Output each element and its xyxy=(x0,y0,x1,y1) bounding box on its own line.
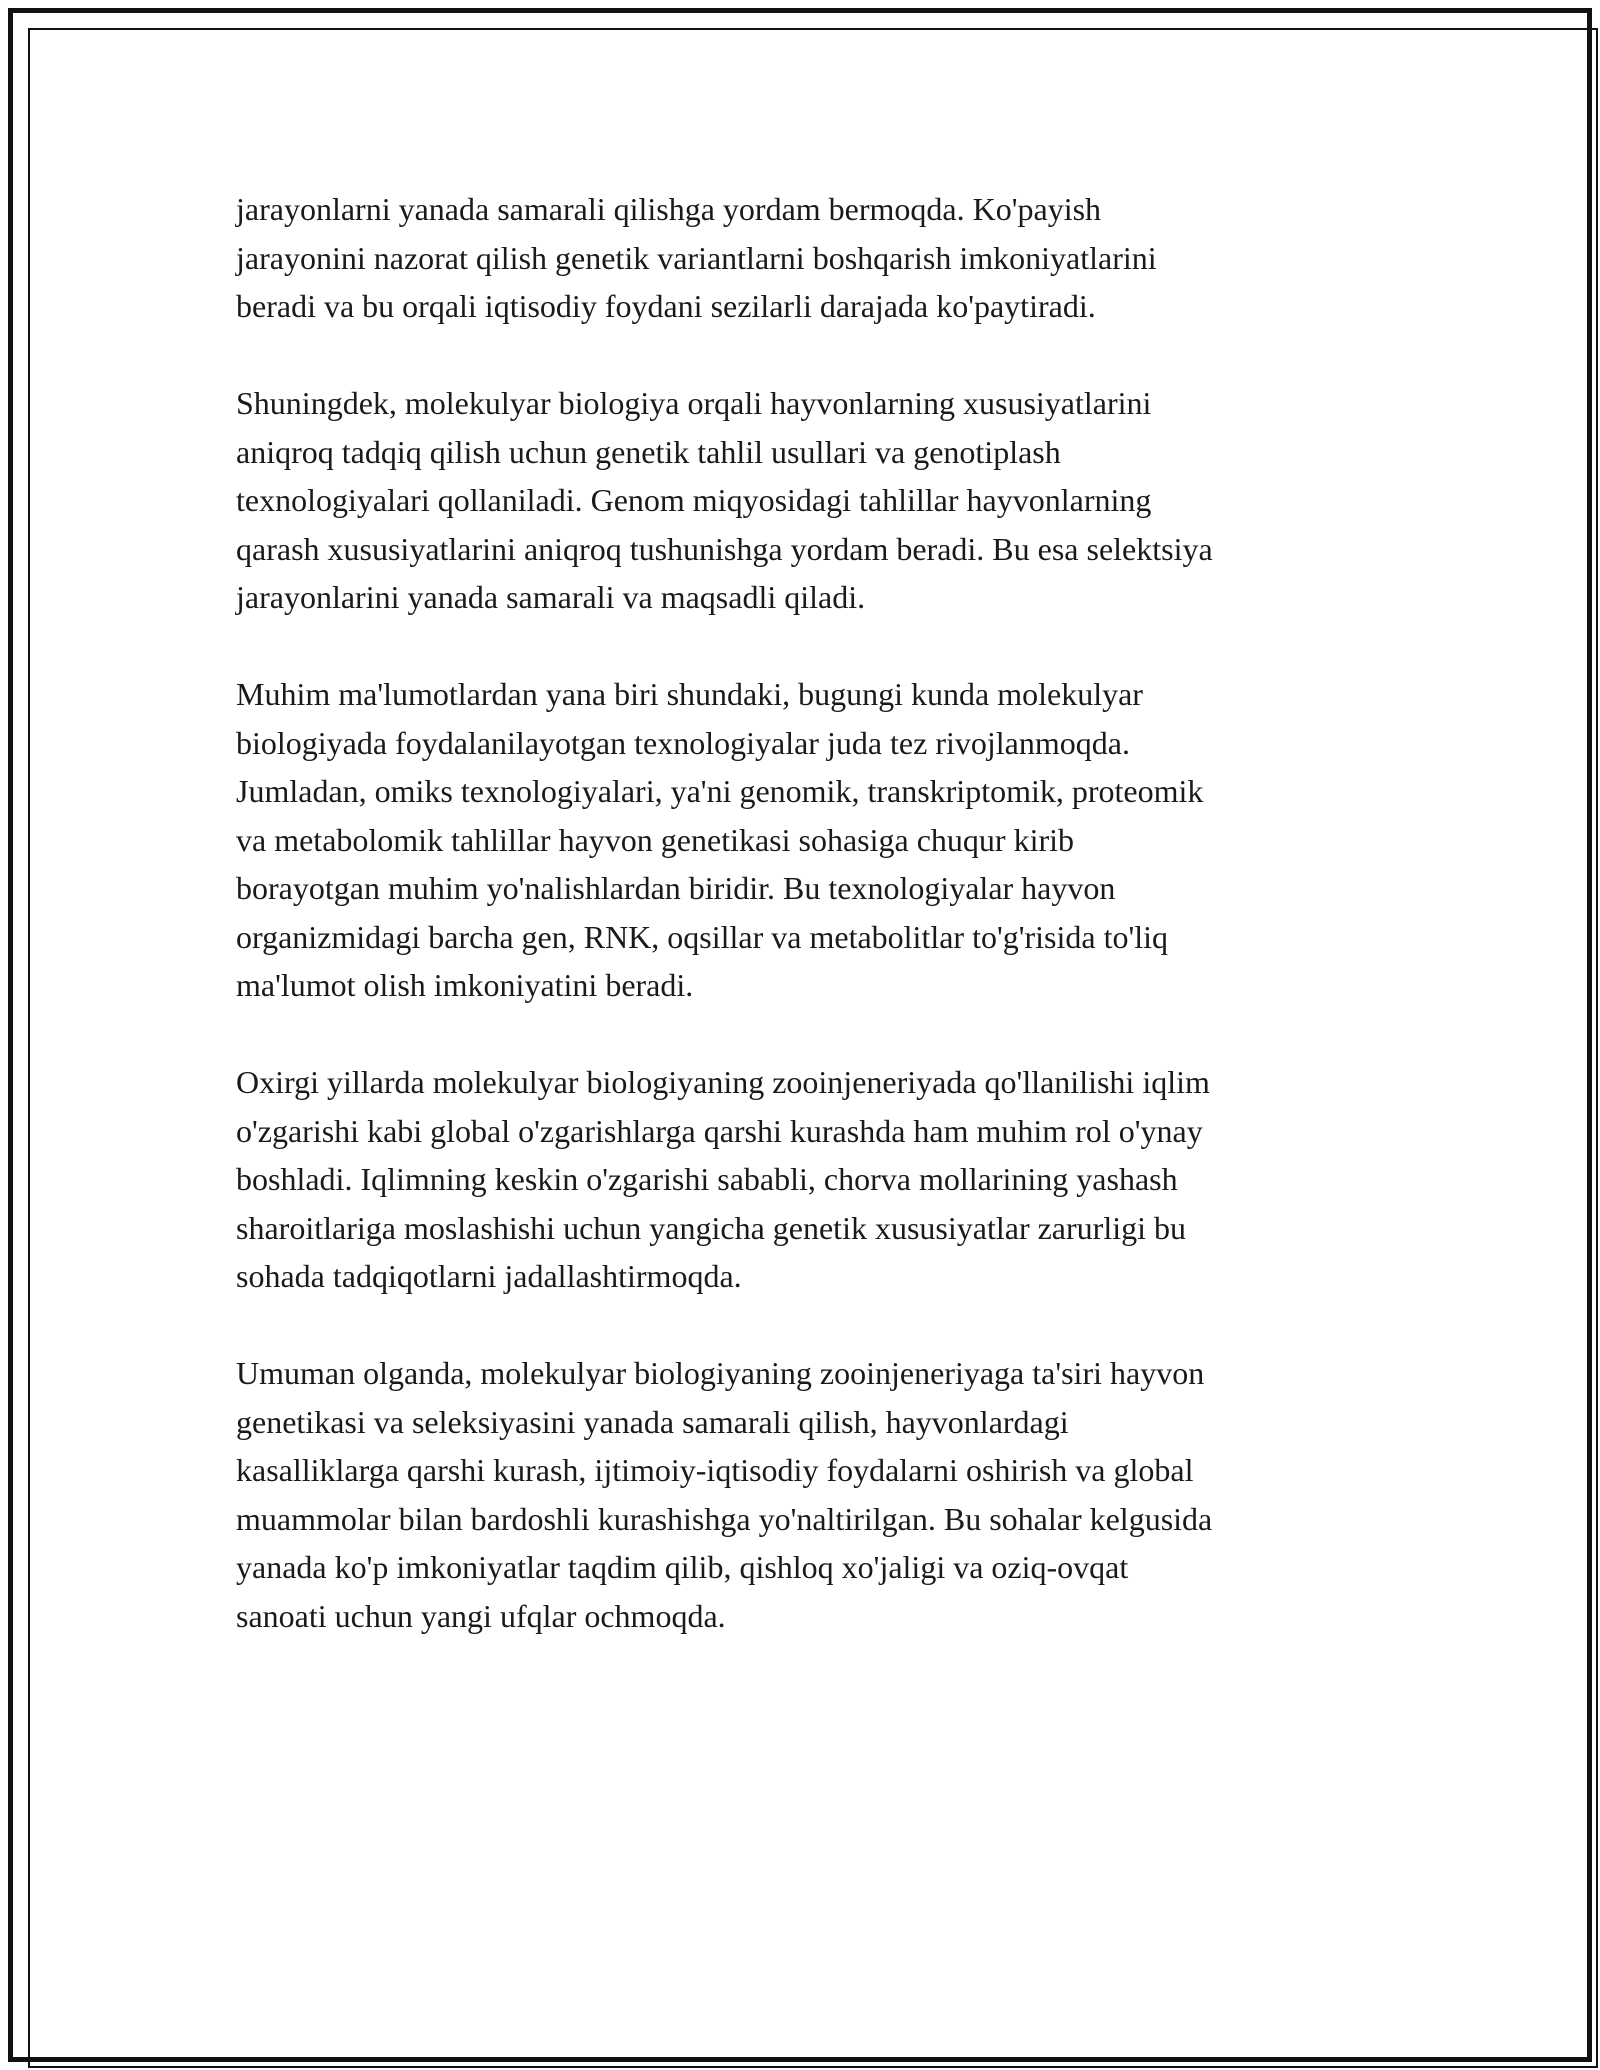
document-body xyxy=(236,185,1366,1689)
paragraph-genetic-analysis: Shuningdek, molekulyar biologiya orqali hayvonlarning xususiyatlarini aniqroq tadqiq qilish uchun genetik tahlil usullari va genotiplash texnologiyalari qollaniladi. Genom miqyosidagi tahlillar hayvonlarning qarash xususiyatlarini aniqroq tushunishga yordam beradi. Bu esa selektsiya jarayonlarini yanada samarali va maqsadli qiladi. xyxy=(236,385,1213,615)
paragraph-omics-technologies: Muhim ma'lumotlardan yana biri shundaki, bugungi kunda molekulyar biologiyada foydalanilayotgan texnologiyalar juda tez rivojlanmoqda. Jumladan, omiks texnologiyalari, ya'ni genomik, transkriptomik, proteomik va metabolomik tahlillar hayvon genetikasi sohasiga chuqur kirib borayotgan muhim yo'nalishlardan biridir. Bu texnologiyalar hayvon organizmidagi barcha gen, RNK, oqsillar va metabolitlar to'g'risida to'liq ma'lumot olish imkoniyatini beradi. xyxy=(236,676,1204,1003)
paragraph-conclusion: Umuman olganda, molekulyar biologiyaning zooinjeneriyaga ta'siri hayvon genetikasi va seleksiyasini yanada samarali qilish, hayvonlardagi kasalliklarga qarshi kurash, ijtimoiy-iqtisodiy foydalarni oshirish va global muammolar bilan bardoshli kurashishga yo'naltirilgan. Bu sohalar kelgusida yanada ko'p imkoniyatlar taqdim qilib, qishloq xo'jaligi va oziq-ovqat sanoati uchun yangi ufqlar ochmoqda. xyxy=(236,1355,1213,1634)
paragraph-breeding-control: jarayonlarni yanada samarali qilishga yordam bermoqda. Ko'payish jarayonini nazorat qilish genetik variantlarni boshqarish imkoniyatlarini beradi va bu orqali iqtisodiy foydani sezilarli darajada ko'paytiradi. xyxy=(236,191,1157,324)
paragraph-climate-change: Oxirgi yillarda molekulyar biologiyaning zooinjeneriyada qo'llanilishi iqlim o'zgarishi kabi global o'zgarishlarga qarshi kurashda ham muhim rol o'ynay boshladi. Iqlimning keskin o'zgarishi sababli, chorva mollarining yashash sharoitlariga moslashishi uchun yangicha genetik xususiyatlar zarurligi bu sohada tadqiqotlarni jadallashtirmoqda. xyxy=(236,1064,1210,1294)
